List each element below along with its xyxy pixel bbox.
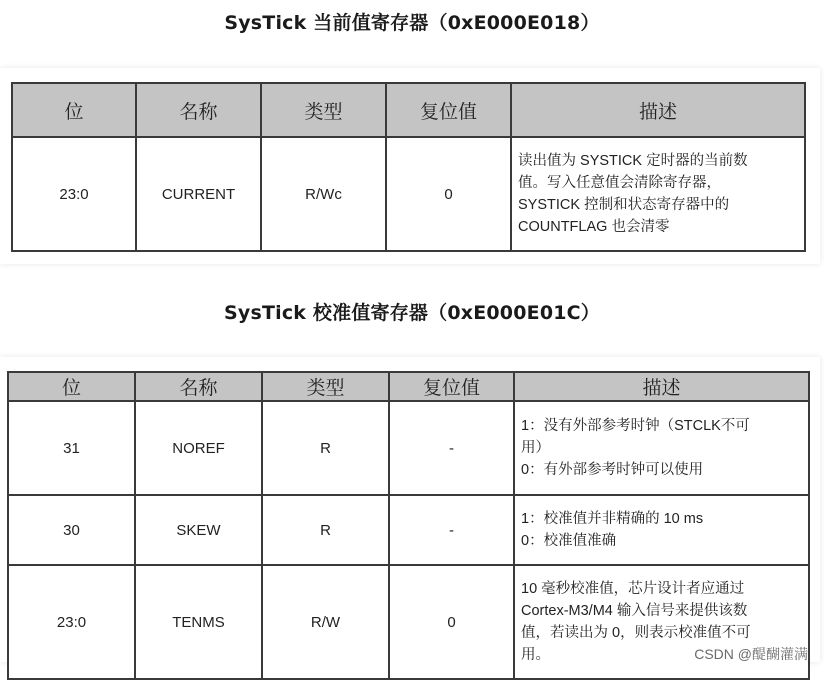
- cell-name: NOREF: [135, 401, 262, 495]
- header-type: 类型: [261, 83, 386, 137]
- description-line: 值。写入任意值会清除寄存器，: [518, 175, 721, 191]
- cell-description: [511, 137, 805, 251]
- current-value-register-table: [11, 82, 806, 252]
- description-line: Cortex-M3/M4 输入信号来提供该数: [521, 603, 748, 619]
- header-type: 类型: [262, 372, 389, 401]
- cell-bits: 31: [8, 401, 135, 495]
- description-line: 1：校准值并非精确的 10 ms: [521, 511, 704, 527]
- description-line: 值，若读出为 0，则表示校准值不可: [521, 625, 751, 641]
- calibration-register-card: [0, 357, 820, 662]
- cell-name: SKEW: [135, 495, 262, 565]
- header-reset: 复位值: [386, 83, 511, 137]
- current-value-register-card: [0, 68, 820, 264]
- header-name: 名称: [136, 83, 261, 137]
- cell-type: R: [262, 401, 389, 495]
- calibration-register-table: [7, 371, 810, 680]
- header-description: 描述: [514, 372, 809, 401]
- cell-bits: 23:0: [12, 137, 136, 251]
- section-title-current-value: SysTick 当前值寄存器（0xE000E018）: [224, 12, 600, 34]
- cell-reset: -: [389, 495, 514, 565]
- table-row: [8, 495, 809, 565]
- header-reset: 复位值: [389, 372, 514, 401]
- cell-type: R/W: [262, 565, 389, 679]
- header-bits: 位: [12, 83, 136, 137]
- description-line: SYSTICK 控制和状态寄存器中的: [518, 197, 730, 213]
- cell-type: R: [262, 495, 389, 565]
- cell-reset: 0: [386, 137, 511, 251]
- description-line: 1：没有外部参考时钟（STCLK不可: [521, 418, 750, 434]
- cell-reset: 0: [389, 565, 514, 679]
- table-row: [12, 137, 805, 251]
- cell-bits: 23:0: [8, 565, 135, 679]
- cell-type: R/Wc: [261, 137, 386, 251]
- description-line: 用。: [521, 647, 550, 663]
- cell-description: [514, 495, 809, 565]
- header-description: 描述: [511, 83, 805, 137]
- description-line: 用）: [521, 440, 550, 456]
- description-line: COUNTFLAG 也会清零: [518, 219, 670, 235]
- cell-description: [514, 401, 809, 495]
- table-header-row: [12, 83, 805, 137]
- table-row: [8, 565, 809, 679]
- cell-bits: 30: [8, 495, 135, 565]
- description-line: 读出值为 SYSTICK 定时器的当前数: [518, 153, 748, 169]
- table-row: [8, 401, 809, 495]
- table-header-row: [8, 372, 809, 401]
- section-title-calibration-value: SysTick 校准值寄存器（0xE000E01C）: [223, 302, 601, 324]
- description-line: 0：有外部参考时钟可以使用: [521, 462, 704, 478]
- cell-name: TENMS: [135, 565, 262, 679]
- description-line: 10 毫秒校准值，芯片设计者应通过: [521, 581, 745, 597]
- header-bits: 位: [8, 372, 135, 401]
- cell-name: CURRENT: [136, 137, 261, 251]
- cell-reset: -: [389, 401, 514, 495]
- csdn-watermark: CSDN @醍醐灌满: [694, 646, 808, 662]
- description-line: 0：校准值准确: [521, 533, 617, 549]
- header-name: 名称: [135, 372, 262, 401]
